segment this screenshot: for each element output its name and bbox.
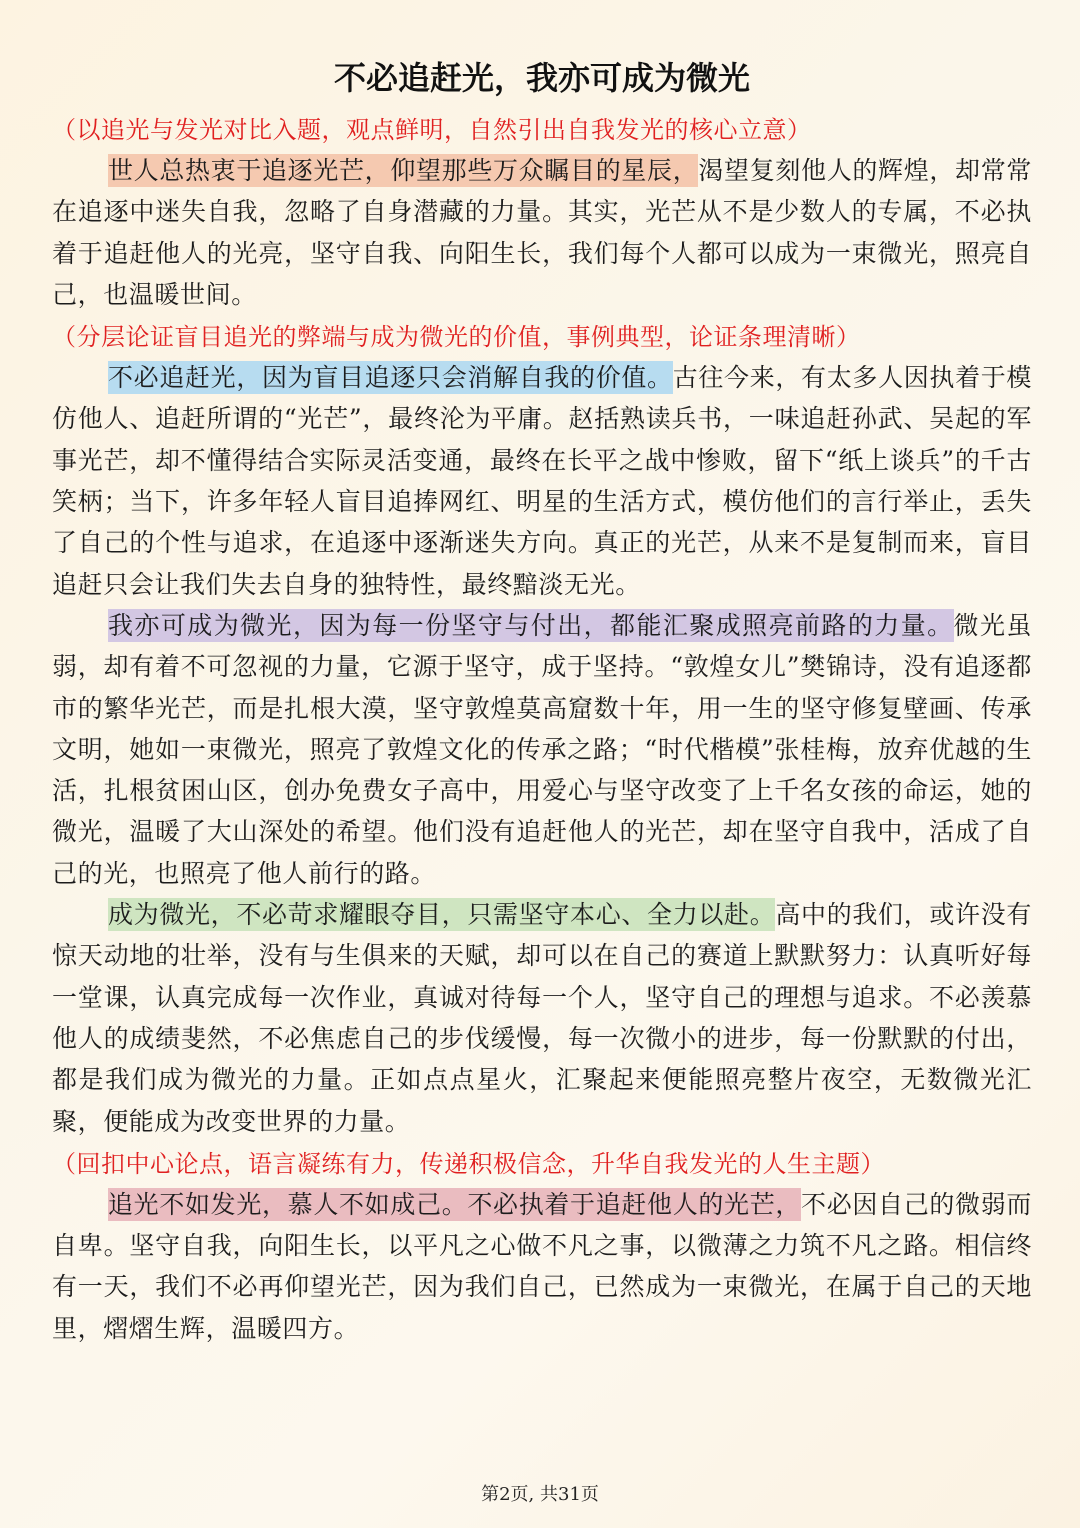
paragraph-5 [52, 1184, 1032, 1349]
annotation-body: （分层论证盲目追光的弊端与成为微光的价值，事例典型，论证条理清晰） [52, 323, 861, 352]
page-number: 第2页, 共31页 [481, 1484, 599, 1505]
highlight-sentence-5: 追光不如发光，慕人不如成己。不必执着于追赶他人的光芒， [108, 1189, 802, 1219]
paragraph-3-text: 微光虽弱，却有着不可忽视的力量，它源于坚守，成于坚持。“敦煌女儿”樊锦诗，没有追逐都市的繁华光芒，而是扎根大漠，坚守敦煌莫高窟数十年，用一生的坚守修复壁画、传承文明，她如一束微光，照亮了敦煌文化的传承之路；“时代楷模”张桂梅，放弃优越的生活，扎根贫困山区，创办免费女子高中，用爱心与坚守改变了上千名女孩的命运，她的微光，温暖了大山深处的希望。他们没有追赶他人的光芒，却在坚守自我中，活成了自己的光，也照亮了他人前行的路。 [52, 610, 1032, 888]
paragraph-2 [52, 357, 1032, 605]
paragraph-5-text: 不必因自己的微弱而自卑。坚守自我，向阳生长，以平凡之心做不凡之事，以微薄之力筑不凡之路。相信终有一天，我们不必再仰望光芒，因为我们自己，已然成为一束微光，在属于自己的天地里，熠熠生辉，温暖四方。 [52, 1189, 1032, 1343]
highlight-sentence-1: 世人总热衷于追逐光芒，仰望那些万众瞩目的星辰， [108, 156, 699, 185]
highlight-sentence-3: 我亦可成为微光，因为每一份坚守与付出，都能汇聚成照亮前路的力量。 [108, 610, 954, 640]
highlight-sentence-4: 成为微光，不必苛求耀眼夺目，只需坚守本心、全力以赴。 [108, 900, 776, 930]
paragraph-1-text: 渴望复刻他人的辉煌，却常常在追逐中迷失自我，忽略了自身潜藏的力量。其实，光芒从不是少数人的专属，不必执着于追赶他人的光亮，坚守自我、向阳生长，我们每个人都可以成为一束微光，照亮自己，也温暖世间。 [52, 156, 1032, 309]
essay-page [52, 50, 1032, 1349]
paragraph-2-text: 古往今来，有太多人因执着于模仿他人、追赶所谓的“光芒”，最终沦为平庸。赵括熟读兵书，一味追赶孙武、吴起的军事光芒，却不懂得结合实际灵活变通，最终在长平之战中惨败，留下“纸上谈兵”的千古笑柄；当下，许多年轻人盲目追捧网红、明星的生活方式，模仿他们的言行举止，丢失了自己的个性与追求，在追逐中逐渐迷失方向。真正的光芒，从来不是复制而来，盲目追赶只会让我们失去自身的独特性，最终黯淡无光。 [52, 363, 1033, 599]
essay-title: 不必追赶光，我亦可成为微光 [333, 59, 750, 97]
paragraph-1 [52, 150, 1032, 315]
paragraph-3 [52, 605, 1032, 894]
annotation-intro: （以追光与发光对比入题，观点鲜明，自然引出自我发光的核心立意） [52, 116, 812, 144]
paragraph-4 [52, 894, 1032, 1142]
highlight-sentence-2: 不必追赶光，因为盲目追逐只会消解自我的价值。 [108, 363, 673, 393]
paragraph-4-text: 高中的我们，或许没有惊天动地的壮举，没有与生俱来的天赋，却可以在自己的赛道上默默努力：认真听好每一堂课，认真完成每一次作业，真诚对待每一个人，坚守自己的理想与追求。不必羡慕他人的成绩斐然，不必焦虑自己的步伐缓慢，每一次微小的进步，每一份默默的付出，都是我们成为微光的力量。正如点点星火，汇聚起来便能照亮整片夜空，无数微光汇聚，便能成为改变世界的力量。 [52, 900, 1032, 1136]
annotation-conclusion: （回扣中心论点，语言凝练有力，传递积极信念，升华自我发光的人生主题） [52, 1149, 885, 1178]
